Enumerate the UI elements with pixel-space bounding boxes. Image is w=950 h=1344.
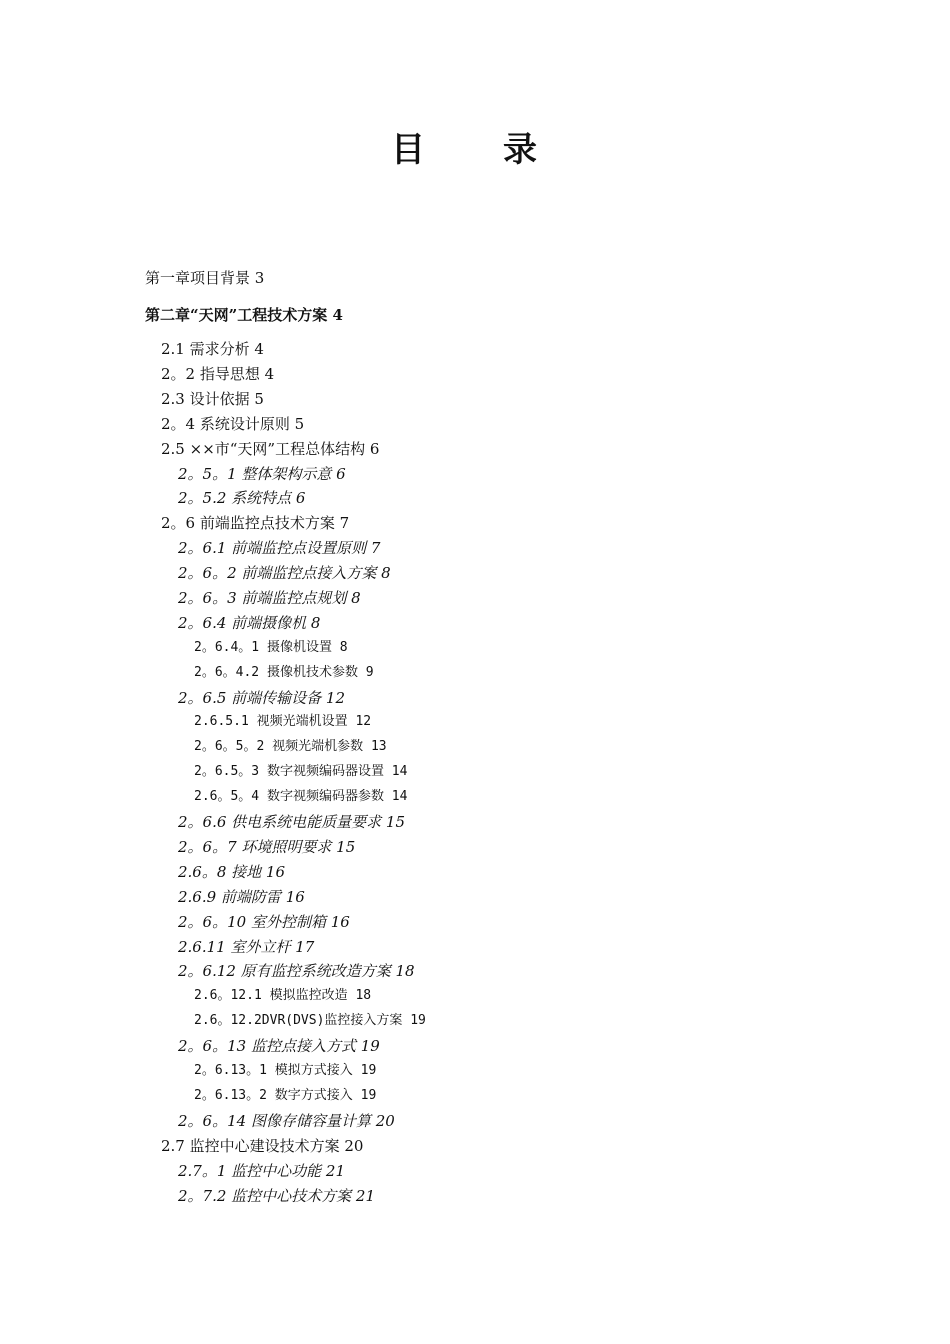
toc-entry[interactable]: 2。6.13。2 数字方式接入 19 [194, 1088, 377, 1103]
toc-entry[interactable]: 2。6 前端监控点技术方案 7 [161, 514, 350, 532]
toc-entry[interactable]: 2。4 系统设计原则 5 [161, 415, 305, 433]
toc-entry[interactable]: 2。5.2 系统特点 6 [178, 489, 306, 507]
toc-entry[interactable]: 2。6.4。1 摄像机设置 8 [194, 640, 348, 655]
toc-entry[interactable]: 2.6.9 前端防雷 16 [178, 888, 305, 906]
toc-entry[interactable]: 2。5。1 整体架构示意 6 [178, 465, 346, 483]
toc-entry[interactable]: 2.6.5.1 视频光端机设置 12 [194, 714, 372, 729]
toc-entry[interactable]: 2.6.11 室外立杆 17 [178, 938, 315, 956]
toc-entry[interactable]: 2.3 设计依据 5 [161, 390, 264, 408]
toc-entry[interactable]: 2。6.4 前端摄像机 8 [178, 614, 321, 632]
toc-entry[interactable]: 2.7。1 监控中心功能 21 [178, 1162, 346, 1180]
toc-entry[interactable]: 第二章“天网”工程技术方案 4 [145, 306, 343, 324]
toc-entry[interactable]: 2.6。8 接地 16 [178, 863, 286, 881]
toc-entry[interactable]: 2。6。4.2 摄像机技术参数 9 [194, 665, 374, 680]
toc-entry[interactable]: 2。6。2 前端监控点接入方案 8 [178, 564, 391, 582]
toc-entry[interactable]: 2。7.2 监控中心技术方案 21 [178, 1187, 376, 1205]
page-title: 目 录 [391, 130, 559, 170]
toc-entry[interactable]: 2.6。12.1 模拟监控改造 18 [194, 988, 372, 1003]
toc-entry[interactable]: 2.5 ××市“天网”工程总体结构 6 [161, 440, 380, 458]
toc-entry[interactable]: 2.6。12.2DVR(DVS)监控接入方案 19 [194, 1013, 426, 1028]
toc-entry[interactable]: 2。6。3 前端监控点规划 8 [178, 589, 361, 607]
toc-entry[interactable]: 2.6。5。4 数字视频编码器参数 14 [194, 789, 408, 804]
toc-entry[interactable]: 2。6。5。2 视频光端机参数 13 [194, 739, 387, 754]
toc-entry[interactable]: 2。6.1 前端监控点设置原则 7 [178, 539, 381, 557]
toc-entry[interactable]: 第一章项目背景 3 [145, 269, 265, 287]
toc-entry[interactable]: 2。6.13。1 模拟方式接入 19 [194, 1063, 377, 1078]
toc-entry[interactable]: 2。6.6 供电系统电能质量要求 15 [178, 813, 406, 831]
toc-entry[interactable]: 2。2 指导思想 4 [161, 365, 275, 383]
toc-entry[interactable]: 2.1 需求分析 4 [161, 340, 264, 358]
toc-entry[interactable]: 2.7 监控中心建设技术方案 20 [161, 1137, 364, 1155]
toc-entry[interactable]: 2。6。14 图像存储容量计算 20 [178, 1112, 395, 1130]
toc-entry[interactable]: 2。6。13 监控点接入方式 19 [178, 1037, 380, 1055]
toc-entry[interactable]: 2。6.5 前端传输设备 12 [178, 689, 346, 707]
toc-entry[interactable]: 2。6.5。3 数字视频编码器设置 14 [194, 764, 408, 779]
toc-entry[interactable]: 2。6。10 室外控制箱 16 [178, 913, 350, 931]
toc-entry[interactable]: 2。6.12 原有监控系统改造方案 18 [178, 962, 415, 980]
toc-entry[interactable]: 2。6。7 环境照明要求 15 [178, 838, 356, 856]
